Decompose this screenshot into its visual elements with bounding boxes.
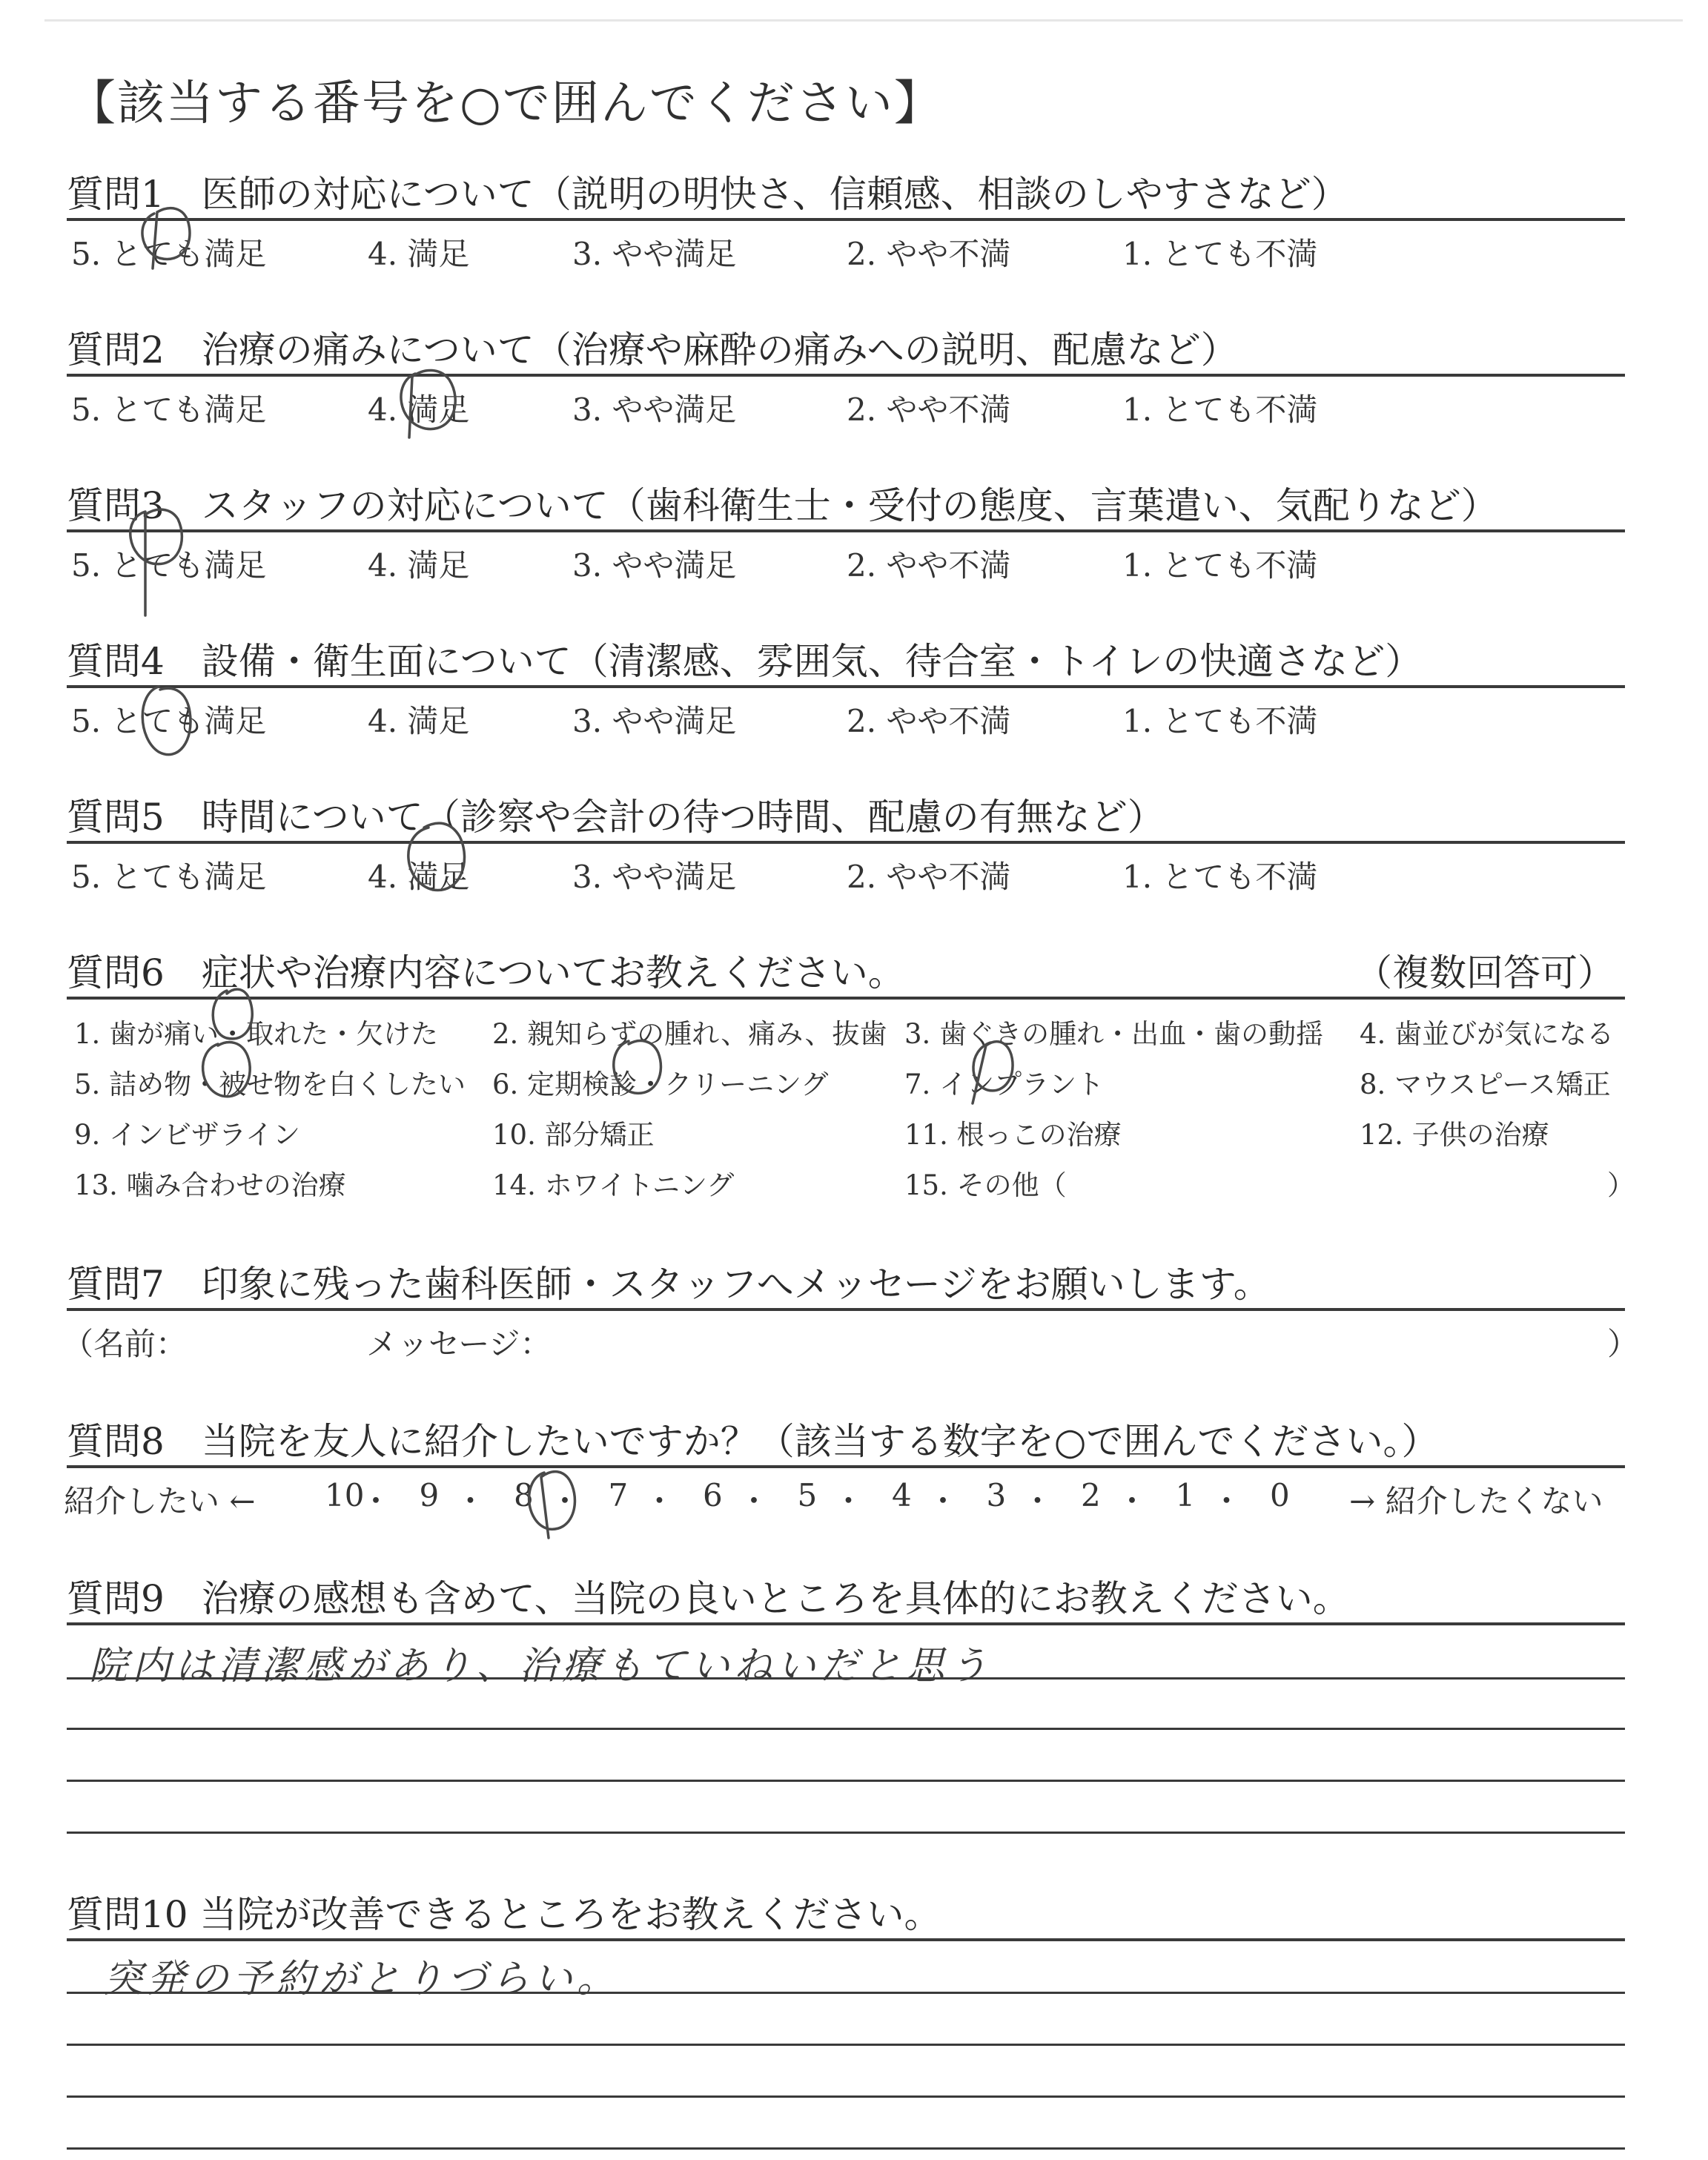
handwritten-answer[interactable]: 突発の予約がとりづらい。 [104,1957,620,2001]
rating-option-2[interactable]: 2. やや不満 [847,547,1011,584]
question-6 [67,943,1635,1218]
symptom-option-4[interactable]: 4. 歯並びが気になる [1360,1018,1615,1050]
message-field-label[interactable]: メッセージ： [366,1326,552,1362]
answer-line [67,1832,1625,1834]
question-rule [67,685,1625,688]
question-7 [62,1255,1639,1362]
symptom-option-6[interactable]: 6. 定期検診・クリーニング [492,1069,829,1100]
rating-option-2[interactable]: 2. やや不満 [847,859,1011,895]
question-8 [64,1412,1625,1519]
question-title: 質問2 治療の痛みについて（治療や麻酔の痛みへの説明、配慮など） [67,328,1238,371]
rating-option-1[interactable]: 1. とても不満 [1122,547,1318,584]
scale-value-7[interactable]: 7 [608,1477,629,1513]
question-1 [67,165,1625,276]
question-rule [67,1938,1625,1941]
rating-option-1[interactable]: 1. とても不満 [1122,236,1318,272]
answer-line [67,2095,1625,2098]
scale-value-9[interactable]: 9 [419,1477,440,1513]
scale-separator: ・ [833,1483,864,1519]
question-rule [67,529,1625,532]
page-title: 【該当する番号を○で囲んでください】 [68,76,943,131]
question-9 [67,1569,1625,1866]
question-title: 質問4 設備・衛生面について（清潔感、雰囲気、待合室・トイレの快適さなど） [67,640,1423,683]
recommend-left-label: 紹介したい ← [64,1483,256,1519]
scale-separator: ・ [1211,1483,1242,1519]
scale-separator: ・ [643,1483,675,1519]
question-title: 質問10 当院が改善できるところをお教えください。 [67,1893,941,1936]
scale-value-3[interactable]: 3 [986,1477,1007,1513]
question-3 [67,476,1625,587]
answer-line [67,1992,1625,1994]
question-rule [67,1308,1625,1311]
rating-option-5[interactable]: 5. とても満足 [71,547,267,584]
rating-option-3[interactable]: 3. やや満足 [572,703,737,739]
symptom-option-8[interactable]: 8. マウスピース矯正 [1360,1069,1611,1100]
question-rule [67,841,1625,844]
recommend-right-label: → 紹介したくない [1349,1483,1603,1519]
symptom-option-3[interactable]: 3. 歯ぐきの腫れ・出血・歯の動揺 [904,1018,1324,1050]
answer-line [67,1677,1625,1680]
rating-option-2[interactable]: 2. やや不満 [847,703,1011,739]
scale-value-1[interactable]: 1 [1175,1477,1196,1513]
question-rule [67,1465,1625,1468]
question-4 [67,632,1625,743]
scale-separator: ・ [1022,1483,1053,1519]
scale-value-0[interactable]: 0 [1270,1477,1290,1513]
answer-line [67,1780,1625,1782]
scale-separator: ・ [1116,1483,1148,1519]
rating-option-3[interactable]: 3. やや満足 [572,547,737,584]
question-title: 質問3 スタッフの対応について（歯科衛生士・受付の態度、言葉遣い、気配りなど） [67,484,1498,527]
multiple-answers-note: （複数回答可） [1355,951,1615,994]
rating-option-5[interactable]: 5. とても満足 [71,392,267,428]
rating-option-1[interactable]: 1. とても不満 [1122,859,1318,895]
rating-option-4[interactable]: 4. 満足 [368,703,470,739]
answer-line [67,2147,1625,2150]
question-rule [67,1622,1625,1625]
question-10 [67,1885,1625,2152]
rating-option-1[interactable]: 1. とても不満 [1122,392,1318,428]
symptom-option-14[interactable]: 14. ホワイトニング [492,1169,735,1201]
symptom-option-11[interactable]: 11. 根っこの治療 [904,1119,1122,1151]
question-title: 質問7 印象に残った歯科医師・スタッフへメッセージをお願いします。 [67,1263,1271,1306]
handwritten-answer[interactable]: 院内は清潔感があり、治療もていねいだと思う [89,1644,993,1688]
rating-option-4[interactable]: 4. 満足 [368,392,470,428]
rating-option-4[interactable]: 4. 満足 [368,859,470,895]
answer-line [67,2044,1625,2046]
close-paren: ） [1607,1326,1639,1362]
scale-separator: ・ [738,1483,770,1519]
rating-option-1[interactable]: 1. とても不満 [1122,703,1318,739]
rating-option-5[interactable]: 5. とても満足 [71,703,267,739]
symptom-option-15[interactable]: 15. その他（ [904,1169,1067,1201]
question-title: 質問1 医師の対応について（説明の明快さ、信頼感、相談のしやすさなど） [67,173,1348,216]
symptom-option-2[interactable]: 2. 親知らずの腫れ、痛み、抜歯 [492,1018,887,1050]
rating-option-2[interactable]: 2. やや不満 [847,236,1011,272]
question-2 [67,320,1625,432]
symptom-option-12[interactable]: 12. 子供の治療 [1360,1119,1549,1151]
scale-separator: ・ [454,1483,486,1519]
rating-option-4[interactable]: 4. 満足 [368,236,470,272]
symptom-option-9[interactable]: 9. インビザライン [74,1119,300,1151]
scale-separator: ・ [360,1483,392,1519]
scale-value-8[interactable]: 8 [514,1477,534,1513]
symptom-option-5[interactable]: 5. 詰め物・被せ物を白くしたい [74,1069,466,1100]
scale-value-2[interactable]: 2 [1081,1477,1101,1513]
question-title: 質問8 当院を友人に紹介したいですか？（該当する数字を○で囲んでください。） [67,1420,1439,1463]
question-title: 質問5 時間について（診察や会計の待つ時間、配慮の有無など） [67,796,1165,839]
rating-option-4[interactable]: 4. 満足 [368,547,470,584]
scale-separator: ・ [549,1483,581,1519]
question-title: 質問6 症状や治療内容についてお教えください。 [67,951,905,994]
symptom-option-10[interactable]: 10. 部分矯正 [492,1119,655,1151]
scale-value-6[interactable]: 6 [703,1477,723,1513]
question-5 [67,787,1625,899]
answer-line [67,1728,1625,1730]
symptom-option-1[interactable]: 1. 歯が痛い・取れた・欠けた [74,1018,439,1050]
symptom-option-13[interactable]: 13. 噛み合わせの治療 [74,1169,346,1201]
question-rule [67,374,1625,377]
scale-separator: ・ [927,1483,959,1519]
question-rule [67,218,1625,221]
rating-option-3[interactable]: 3. やや満足 [572,859,737,895]
scale-value-5[interactable]: 5 [797,1477,818,1513]
top-rule [44,19,1683,22]
question-title: 質問9 治療の感想も含めて、当院の良いところを具体的にお教えください。 [67,1577,1350,1620]
other-close-paren: ） [1607,1169,1635,1201]
question-rule [67,997,1625,1000]
name-field-label[interactable]: （名前： [62,1326,188,1362]
rating-option-3[interactable]: 3. やや満足 [572,392,737,428]
symptom-option-7[interactable]: 7. インプラント [904,1069,1105,1100]
rating-option-5[interactable]: 5. とても満足 [71,236,267,272]
scale-value-4[interactable]: 4 [892,1477,912,1513]
rating-option-3[interactable]: 3. やや満足 [572,236,737,272]
scale-value-10[interactable]: 10 [325,1477,365,1513]
rating-option-5[interactable]: 5. とても満足 [71,859,267,895]
rating-option-2[interactable]: 2. やや不満 [847,392,1011,428]
